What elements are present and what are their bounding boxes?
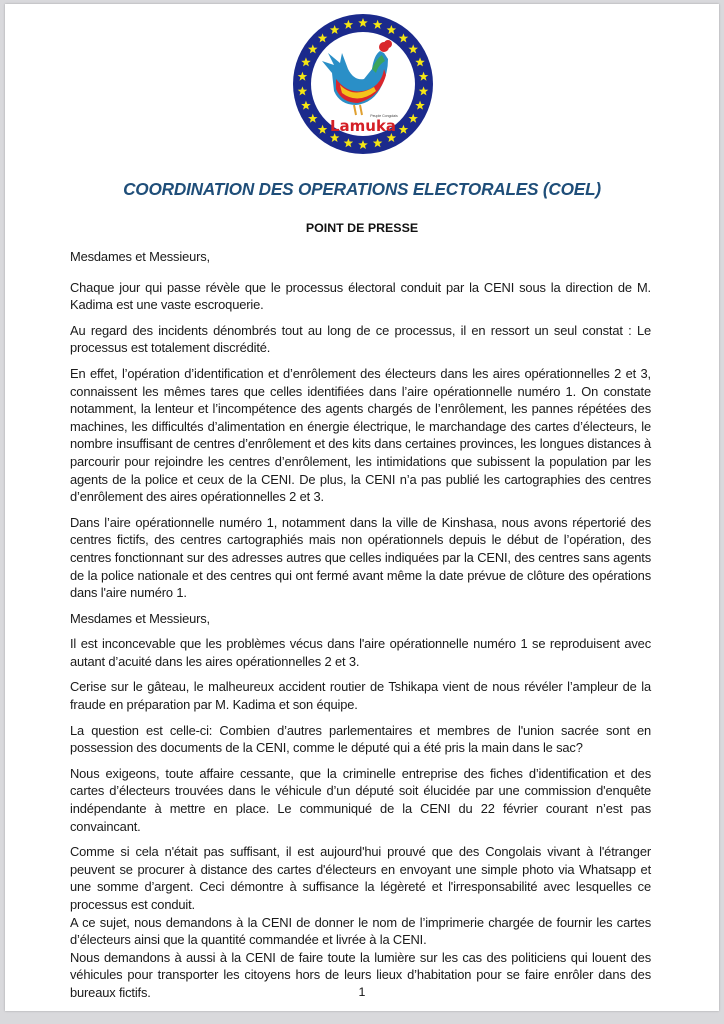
svg-text:Lamuka: Lamuka bbox=[329, 117, 397, 135]
paragraph: Nous demandons à aussi à la CENI de faire toute la lumière sur les cas des politiciens qui louent des véhicules pour transporter les citoyens hors de leurs lieux d’habitation pour se faire enrôler dans des bureaux fictifs. bbox=[70, 949, 651, 1000]
paragraph: Comme si cela n'était pas suffisant, il est aujourd'hui prouvé que des Congolais vivant à l'étranger peuvent se procurer à distance des cartes d'électeurs en envoyant une simple photo via Whatsapp et une somme d’argent. Ceci démontre à suffisance la légèreté et l'irresponsabilité avec lesquelles ce processus est conduit. bbox=[70, 844, 651, 912]
paragraph: Nous exigeons, toute affaire cessante, que la criminelle entreprise des fiches d’identification et des cartes d’électeurs trouvées dans le véhicule d’un député soit élucidée par une commission d'enquête indépendante à mettre en place. Le communiqué de la CENI du 22 février courant n’est pas convaincant. bbox=[70, 765, 651, 834]
salutation: Mesdames et Messieurs, bbox=[70, 249, 210, 264]
paragraph: A ce sujet, nous demandons à la CENI de donner le nom de l’imprimerie chargée de fournir les cartes d’électeurs ainsi que la quantité commandée et livrée à la CENI. bbox=[70, 914, 651, 948]
salutation: Mesdames et Messieurs, bbox=[70, 610, 210, 626]
paragraph: En effet, l’opération d’identification et d’enrôlement des électeurs dans les aires opérationnelles 2 et 3, connaissent les mêmes tares que celles identifiées dans l’aire opérationnelle numéro 1. On constate notamment, la lenteur et l’incompétence des agents chargés de l’enrôlement, les pannes répétées des machines, les difficultés d’alimentation en énergie électrique, le marchandage des cartes d’électeurs, le nombre insuffisant de centres d’enrôlement et des kits dans certaines provinces, les longues distances à parcourir pour rejoindre les centres d’enrôlement, les intimidations que subissent la population par les agents de la police et ceux de la CENI. De plus, la CENI n’a pas publié les cartographies des centres d’enrôlement des aires opérationnelles 2 et 3. bbox=[70, 365, 651, 505]
paragraph: Il est inconcevable que les problèmes vécus dans l'aire opérationnelle numéro 1 se reproduisent avec autant d’acuité dans les aires opérationnelles 2 et 3. bbox=[70, 636, 651, 669]
lamuka-logo bbox=[292, 13, 434, 155]
document-body bbox=[70, 248, 651, 1002]
svg-text:Peuple Congolais: Peuple Congolais bbox=[370, 114, 398, 118]
paragraph: Cerise sur le gâteau, le malheureux accident routier de Tshikapa vient de nous révéler l’ampleur de la fraude en préparation par M. Kadima et son équipe. bbox=[70, 679, 651, 713]
document-page bbox=[5, 4, 719, 1011]
paragraph: Chaque jour qui passe révèle que le processus électoral conduit par la CENI sous la direction de M. Kadima est une vaste escroquerie. bbox=[70, 279, 651, 313]
page-number: 1 bbox=[358, 985, 366, 999]
document-subtitle: POINT DE PRESSE bbox=[305, 221, 419, 235]
paragraph: Dans l’aire opérationnelle numéro 1, notamment dans la ville de Kinshasa, nous avons répertorié des centres fictifs, des centres cartographiés mais non opérationnels depuis le début de l’opération, des centres fonctionnant sur des adresses autres que celles indiquées par la CENI, des centres sans agents de la police nationale et des centres qui ont fermé avant même la date prévue de clôture des opérations dans l'aire numéro 1. bbox=[70, 514, 651, 601]
paragraph: La question est celle-ci: Combien d’autres parlementaires et membres de l'union sacrée sont en possession des documents de la CENI, comme le député qui a été pris la main dans le sac? bbox=[70, 722, 651, 756]
document-title: COORDINATION DES OPERATIONS ELECTORALES (COEL) bbox=[123, 179, 601, 199]
paragraph: Au regard des incidents dénombrés tout au long de ce processus, il en ressort un seul constat : Le processus est totalement discrédité. bbox=[70, 322, 651, 356]
